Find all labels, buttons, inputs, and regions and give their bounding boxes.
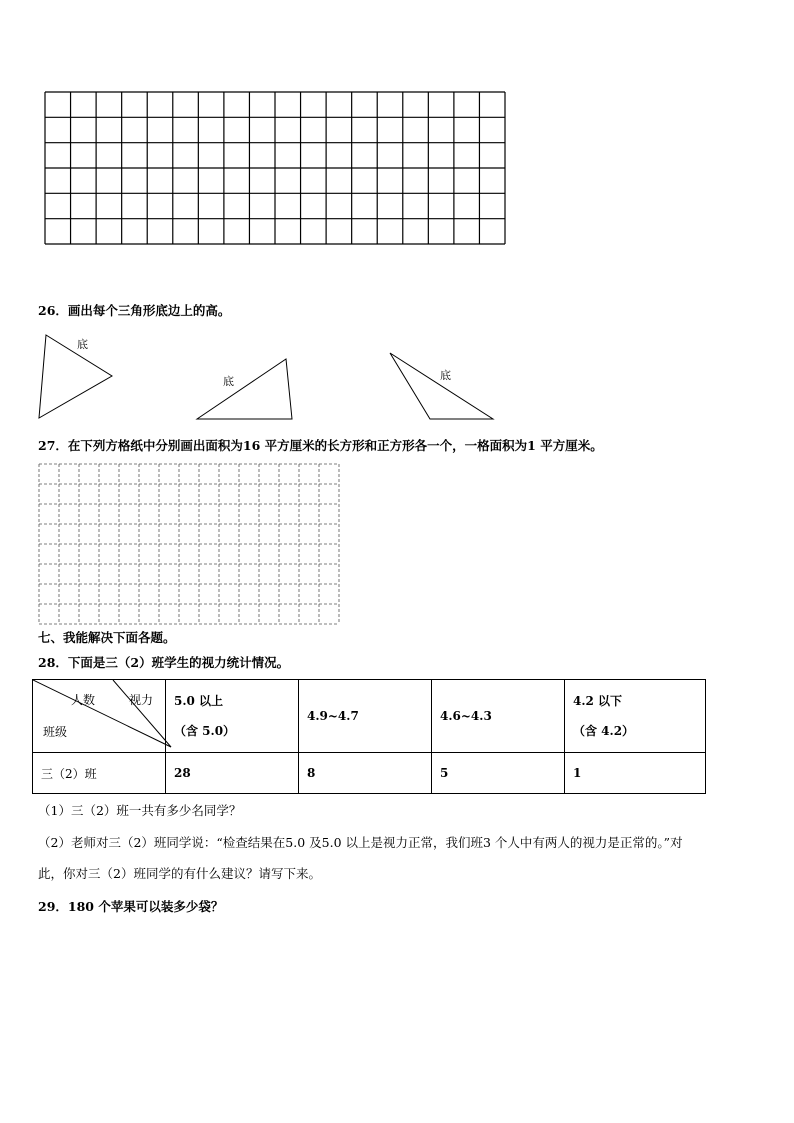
value-cell-3: 5 <box>432 753 565 794</box>
header-cell-2 <box>299 680 432 753</box>
question-28-sub2-line1: （2）老师对三（2）班同学说：“检查结果在5.0 及5.0 以上是视力正常，我们班3 个人中有两人的视力是正常的。”对 <box>38 835 683 850</box>
header-cell-3 <box>432 680 565 753</box>
row-label: 三（2）班 <box>33 753 166 794</box>
question-28-sub2-line2: 此，你对三（2）班同学的有什么建议？请写下来。 <box>38 866 321 881</box>
question-26: 26．画出每个三角形底边上的高。 <box>38 303 231 318</box>
question-27: 27．在下列方格纸中分别画出面积为16 平方厘米的长方形和正方形各一个，一格面积为1 平方厘米。 <box>38 438 603 453</box>
table-row <box>33 753 706 794</box>
section-7-title: 七、我能解决下面各题。 <box>38 630 176 645</box>
question-28-sub1: （1）三（2）班一共有多少名同学？ <box>38 803 242 818</box>
question-29: 29．180 个苹果可以装多少袋？ <box>38 899 224 914</box>
triangle-3 <box>390 353 493 419</box>
header-4-line2: （含 4.2） <box>573 724 635 738</box>
dashed-grid <box>38 463 340 625</box>
corner-label-vision: 视力 <box>129 693 154 707</box>
header-cell-4 <box>565 680 706 753</box>
question-28: 28．下面是三（2）班学生的视力统计情况。 <box>38 655 290 670</box>
triangle-1 <box>39 335 112 418</box>
base-label-2: 底 <box>223 375 234 388</box>
value-cell-4: 1 <box>565 753 706 794</box>
value-cell-1: 28 <box>166 753 299 794</box>
corner-label-class: 班级 <box>43 725 68 739</box>
base-label-3: 底 <box>440 369 451 382</box>
vision-table <box>32 679 706 794</box>
header-4-line1: 4.2 以下 <box>573 694 623 708</box>
header-3-line1: 4.6~4.3 <box>440 709 492 723</box>
header-1-line1: 5.0 以上 <box>174 694 224 708</box>
corner-cell <box>33 680 166 753</box>
triangle-2 <box>197 359 292 419</box>
corner-label-people: 人数 <box>71 693 96 707</box>
square-grid <box>44 91 506 245</box>
header-cell-1 <box>166 680 299 753</box>
value-cell-2: 8 <box>299 753 432 794</box>
triangles-figure <box>30 326 510 426</box>
header-2-line1: 4.9~4.7 <box>307 709 359 723</box>
header-1-line2: （含 5.0） <box>174 724 236 738</box>
base-label-1: 底 <box>77 338 88 351</box>
table-header-row <box>33 680 706 753</box>
